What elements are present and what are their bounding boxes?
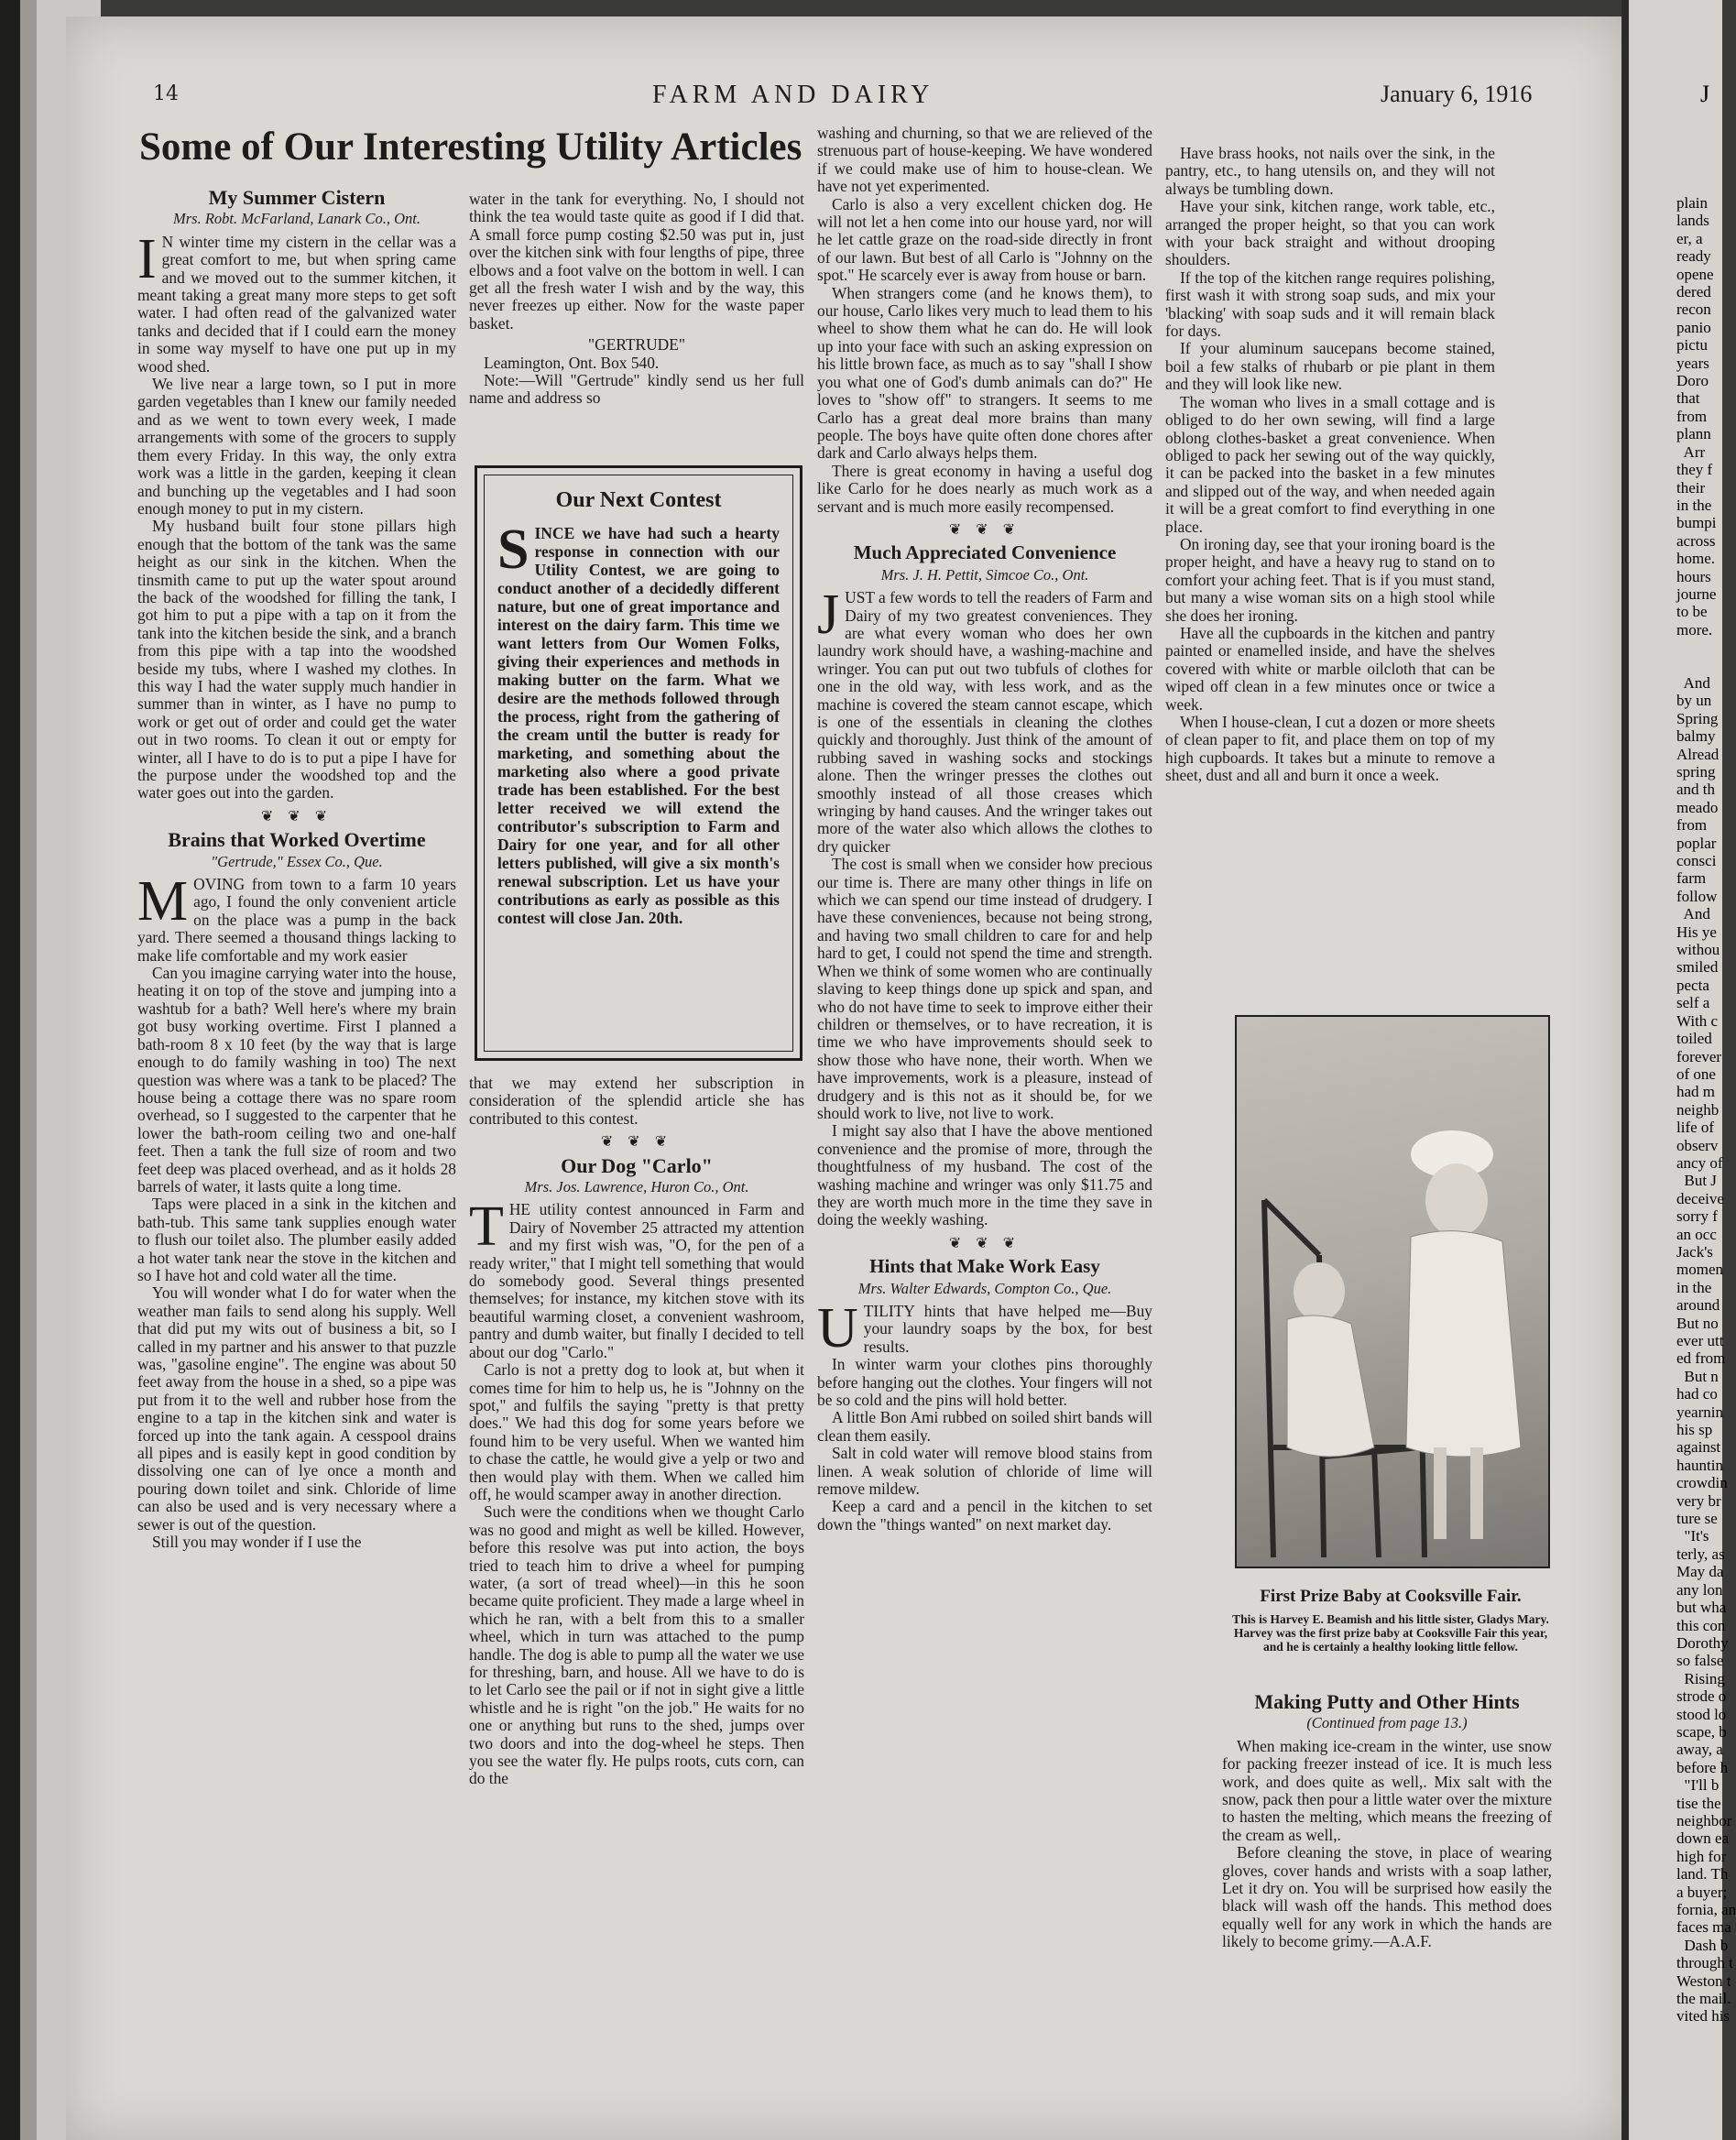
adjacent-page-line: ready — [1676, 247, 1711, 266]
paragraph: water in the tank for everything. No, I should not think the tea would taste quite as good if I did that. A small force pump costing $2.50 was put in, just over the kitchen sink with four lengths of pipe, three elbows and a foot valve on the bottom in well. I can get all the fresh water I wish and by the way, this never freezes up either. Now for the waste paper basket. — [469, 190, 804, 333]
adjacent-page-line: With c — [1676, 1011, 1719, 1030]
paragraph: A little Bon Ami rubbed on soiled shirt bands will clean them easily. — [817, 1408, 1152, 1445]
paragraph: Still you may wonder if I use the — [152, 1533, 362, 1552]
adjacent-page-line: self a — [1676, 994, 1710, 1012]
adjacent-page-line: and th — [1676, 781, 1716, 799]
adjacent-page-line: poplar — [1676, 834, 1717, 852]
column-3 — [817, 125, 1152, 2030]
adjacent-page-line: observ — [1676, 1136, 1719, 1154]
adjacent-page-line: down ea — [1676, 1829, 1730, 1848]
ornament: ❦ ❦ ❦ — [948, 521, 1021, 538]
adjacent-page-line: Dorothy — [1676, 1633, 1729, 1652]
dropcap-u: U — [817, 1297, 858, 1359]
adjacent-page-line: plann — [1676, 425, 1711, 443]
paragraph: Can you imagine carrying water into the house, heating it on top of the stove and jumping into a washtub for a bath? Well here's where my brain got busy working overtime. First I planned a bath-room 8 x 10 feet (by the way that is large enough to do family washing in too) The next question was where was a tank to be placed? The house being a cottage there was no spare room overhead, so I suggested to the carpenter that he lower the bath-room ceiling two and one-half feet. Then a tank the full size of room and two feet deep was placed overhead, and as it holds 28 barrels of water, it lasts quite a long time. — [137, 964, 456, 1196]
adjacent-page-line: plain — [1676, 194, 1708, 212]
paragraph: Before cleaning the stove, in place of wearing gloves, cover hands and wrists with a soap lather, Let it dry on. You will be surprised how easily the black will wash off the hands. This method does equally well for any work in which the hands are likely to become grimy.—A.A.F. — [1222, 1843, 1552, 1951]
paragraph: If the top of the kitchen range requires polishing, first wash it with strong soap suds, and mix your 'blacking' with soap suds and it will remain black for days. — [1165, 268, 1495, 341]
adjacent-page-line: Spring — [1676, 709, 1719, 727]
adjacent-page-line — [1676, 639, 1736, 656]
adjacent-page-line: bumpi — [1676, 514, 1717, 532]
paragraph: Carlo is not a pretty dog to look at, but when it comes time for him to help us, he is "Johnny on the spot," and fulfils the saying "pretty is that pretty does." We had this dog for some years before we found him to be very useful. When we wanted him to chase the cattle, he would give a yelp or two and then would play with them. When we called him off, he would scamper away in another direction. — [469, 1360, 804, 1503]
paragraph: On ironing day, see that your ironing board is the proper height, and have a heavy rug to stand on to comfort your aching feet. That is if you must stand, but many a wise woman sits on a high stool while she does her ironing. — [1165, 534, 1495, 625]
adjacent-page-line: But J — [1676, 1172, 1717, 1190]
article-title-putty: Making Putty and Other Hints — [1254, 1690, 1520, 1713]
adjacent-page-line: Arr — [1676, 442, 1706, 461]
adjacent-page-line: tise the — [1676, 1794, 1721, 1812]
paragraph: Salt in cold water will remove blood stains from linen. A weak solution of chloride of lime will remove mildew. — [817, 1444, 1152, 1499]
column-4 — [1165, 145, 1495, 1006]
adjacent-page-line: crowdin — [1676, 1474, 1728, 1492]
paragraph: The cost is small when we consider how precious our time is. There are many other things in life on which we can spend our time instead of drudgery. I have these conveniences, because not being strong, and having two small children to care for and help hard to get, I could not spend the time and strength. When we think of some women who are continually slaving to keep things done up spick and span, and who do not have time to seek to improve either their children or themselves, or to have recreation, it is time we who have improvements should seek to show those who have none, their worth. When we have improvements, work is a pleasure, instead of drudgery and is this not as it should be, for we should work to live, not live to work. — [817, 855, 1152, 1122]
ornament: ❦ ❦ ❦ — [948, 1235, 1021, 1251]
paper-name: FARM AND DAIRY — [652, 81, 934, 109]
newspaper-page — [66, 16, 1623, 2140]
column-4-lower — [1222, 1690, 1552, 2041]
adjacent-page-line: of one — [1676, 1065, 1716, 1083]
address: Leamington, Ont. Box 540. — [484, 353, 660, 372]
paragraph: Have your sink, kitchen range, work table, etc., arranged the proper height, so that you can work with your back straight and without drooping shoulders. — [1165, 197, 1495, 269]
signature: "GERTRUDE" — [588, 335, 685, 355]
paragraph: HE utility contest announced in Farm and Dairy of November 25 attracted my attention and my first wish was, "O, for the pen of a ready writer," that I might tell something that would do somebody good. Several things presented themselves; for instance, my kitchen stove with its beautiful warming closet, a convenient washroom, pantry and dumb waiter, but finally I decided to tell about our dog "Carlo." — [469, 1200, 804, 1361]
paragraph: Keep a card and a pencil in the kitchen to set down the "things wanted" on next market day. — [817, 1497, 1152, 1534]
adjacent-page-line: pecta — [1676, 976, 1709, 994]
adjacent-page-line: neighb — [1676, 1100, 1720, 1119]
adjacent-page-line: from — [1676, 816, 1708, 835]
contest-body: INCE we have had such a hearty response in connection with our Utility Contest, we are going to conduct another of a decidedly different nature, but one of great importance and interest on the dairy farm. This time we want letters from Our Women Folks, giving their experiences and methods in making butter on the farm. What we desire are the methods followed through the process, right from the gathering of the cream until the butter is ready for marketing, and something about the marketing also where a good private trade has been established. For the best letter received we will extend the contributor's subscription to Farm and Dairy for one year, and for all other letters published, will give a six month's renewal subscription. Let us have your contributions as early as possible as this contest will close Jan. 20th. — [497, 524, 780, 927]
paragraph: My husband built four stone pillars high enough that the bottom of the tank was the same height as our sink in the kitchen. When the tinsmith came to put up the water spout around the back of the woodshed for filling the tank, I got him to put a pipe with a tap on it from the tank into the kitchen beside the sink, and a branch from this pipe with a tap into the woodshed beside my tubs, where I washed my clothes. In this way I had the water supply much handier in summer than in winter, as I have no pump to work or get out of order and could get the water out in two rooms. To clean it out or empty for winter, all I have to do is to put a pipe I have for the purpose under the woodshed top and the water goes out into the garden. — [137, 517, 456, 802]
article-title-carlo: Our Dog "Carlo" — [561, 1153, 713, 1177]
page-number: 14 — [153, 82, 179, 105]
paragraph: When I house-clean, I cut a dozen or more sheets of clean paper to fit, and place them on top of my high cupboards. It takes but a minute to remove a sheet, dust and all and burn it once a week. — [1165, 713, 1495, 785]
adjacent-page-line: Rising — [1676, 1669, 1725, 1687]
adjacent-page-line: high for — [1676, 1847, 1727, 1865]
adjacent-page-line: deceive — [1676, 1189, 1724, 1207]
adjacent-page-line: recon — [1676, 300, 1711, 319]
adjacent-page-line: And — [1676, 673, 1710, 692]
paragraph: Such were the conditions when we thought Carlo was no good and might as well be killed. However, before this resolve was put into action, the boys tried to teach him to drive a wheel for pumping water, (a sort of tread wheel)—in this he soon became quite proficient. They made a large wheel in which he ran, with a belt from this to a smaller wheel, which in turn was attached to the pump handle. The dog is able to pump all the water we use for threshing, barn, and house. All we have to do is to let Carlo see the pail or if not in sight give a little whistle and he is right "on the job." He waits for no one or anything but runs to the shed, jumps over two doors and into the dog-wheel he steps. Then you see the water fly. He pulps roots, cuts corn, can do the — [469, 1502, 804, 1788]
paragraph: Carlo is also a very excellent chicken dog. He will not let a hen come into our house yard, nor will he let cattle graze on the road-side directly in front of our lawn. But best of all Carlo is "Johnny on the spot." He scarcely ever is away from house or barn. — [817, 194, 1152, 285]
byline-summer-cistern: Mrs. Robt. McFarland, Lanark Co., Ont. — [173, 210, 420, 228]
article-title-brains: Brains that Worked Overtime — [168, 828, 426, 852]
adjacent-page-line: balmy — [1676, 727, 1716, 746]
adjacent-page-line: an occ — [1676, 1225, 1717, 1243]
photo-illustration — [1237, 1017, 1548, 1567]
adjacent-page-line: lands — [1676, 212, 1709, 230]
adjacent-page-line: neighbor — [1676, 1811, 1732, 1829]
paragraph: You will wonder what I do for water when the weather man fails to send along his supply. Well that did put my wits out of business a bit, so I called in my partner and his answer to that puzzle was, "gasoline engine". The engine was about 50 feet away from the house in a shed, so a pipe was put from it to the well and rubber hose from the engine to a tap in the kitchen sink and water is forced up into the tank again. A cesspool drains all pipes and is easily kept in good condition by dissolving one can of lye once a month and pouring down toilet and sink. Chloride of lime can also be used and is very necessary where a sewer is out of the question. — [137, 1283, 456, 1534]
adjacent-page-line: before h — [1676, 1758, 1729, 1776]
adjacent-page-line: that — [1676, 389, 1700, 408]
adjacent-page-line: against — [1676, 1438, 1721, 1457]
paragraph: Have all the cupboards in the kitchen and pantry painted or enamelled inside, and have the shelves covered with white or marble oilcloth that can be wiped off clean in a few minutes once or twice a week. — [1165, 623, 1495, 714]
article-title-summer-cistern: My Summer Cistern — [208, 186, 386, 209]
byline-brains: "Gertrude," Essex Co., Que. — [211, 852, 383, 870]
adjacent-page-line: er, a — [1676, 229, 1703, 247]
paragraph: washing and churning, so that we are relieved of the strenuous part of house-keeping. We have wondered if we could make use of him to house-clean. We have not yet experimented. — [817, 124, 1152, 196]
adjacent-page-line: this con — [1676, 1616, 1726, 1634]
baby-head — [1294, 1262, 1345, 1321]
adjacent-page-line: smiled — [1676, 958, 1719, 977]
adjacent-page-text — [1676, 194, 1736, 2025]
paragraph: Taps were placed in a sink in the kitchen and bath-tub. This same tank supplies enough water to flush our toilet also. The plumber easily added a hot water tank near the stove in the kitchen and so I have hot and cold water all the time. — [137, 1195, 456, 1284]
paragraph: I might say also that I have the above mentioned convenience and the promise of more, through the thoughtfulness of my husband. The cost of the washing machine and wringer was only $11.75 and they are worth much more in the time they save in doing the weekly washing. — [817, 1121, 1152, 1229]
adjacent-page-line: very br — [1676, 1491, 1721, 1510]
ornament: ❦ ❦ ❦ — [260, 808, 333, 824]
byline-convenience: Mrs. J. H. Pettit, Simcoe Co., Ont. — [880, 565, 1089, 584]
dropcap-j: J — [817, 584, 840, 647]
adjacent-page-line: follow — [1676, 887, 1718, 905]
adjacent-page-line: Dash b — [1676, 1936, 1729, 1954]
column-1 — [137, 181, 456, 2023]
adjacent-page-line: forever — [1676, 1047, 1722, 1065]
photo-caption-body: This is Harvey E. Beamish and his little sister, Gladys Mary. Harvey was the first prize baby at Cooksville Fair this year, and he is certainly a healthy looking little fellow. — [1232, 1612, 1549, 1654]
adjacent-page-line: their — [1676, 478, 1706, 497]
paragraph: When strangers come (and he knows them), to our house, Carlo likes very much to lead them to his wheel to show them what he can do. He will look up into your face with such an asking expression on his little brown face, as much as to say "shall I show you what one of God's dumb animals can do?" He loves to "show off" to strangers. It seems to me Carlo has a great deal more brains than many people. The boys have quite often done chores after dark and Carlo always helps them. — [817, 283, 1152, 463]
adjacent-page-line: in the — [1676, 496, 1712, 514]
column-2-lower — [469, 1075, 804, 2027]
adjacent-page-line: vited his — [1676, 2007, 1731, 2025]
adjacent-page-line: But n — [1676, 1367, 1719, 1385]
paragraph: The woman who lives in a small cottage and is obliged to do her own sewing, will find a large oblong clothes-basket a great convenience. When obliged to pack her sewing out of the way quickly, it can be packed into the basket in a few minutes and slipped out of the way, and when needed again it will be a great comfort to find everything in one place. — [1165, 392, 1495, 536]
adjacent-page-line: His ye — [1676, 923, 1717, 941]
adjacent-page-line: his sp — [1676, 1421, 1713, 1439]
photo-caption-title: First Prize Baby at Cooksville Fair. — [1260, 1587, 1522, 1606]
paragraph: We live near a large town, so I put in more garden vegetables than I knew our family needed and as we went to town every week, I made arrangements with some of the grocers to supply them every Friday. In this way, the only extra work was a little in the garden, keeping it clean and bunching up the vegetables and I had soon enough money to put in my cistern. — [137, 375, 456, 518]
adjacent-page-line: panio — [1676, 318, 1711, 336]
adjacent-page-line: years — [1676, 354, 1709, 372]
adjacent-page-line: through t — [1676, 1954, 1733, 1972]
ornament: ❦ ❦ ❦ — [600, 1134, 673, 1151]
paragraph: If your aluminum saucepans become stained, boil a few stalks of rhubarb or pie plant in them and they will look like new. — [1165, 339, 1495, 394]
adjacent-page-line: faces ma — [1676, 1918, 1731, 1937]
note: Note:—Will "Gertrude" kindly send us her full name and address so — [469, 371, 804, 408]
paragraph: When making ice-cream in the winter, use snow for packing freezer instead of ice. It is much less work, and does quite as well,. Mix salt with the snow, pack then pour a little water over the mixture to hasten the melting, which means the freezing of the cream as well,. — [1222, 1736, 1552, 1844]
adjacent-page — [1629, 0, 1736, 2140]
adjacent-page-line: had co — [1676, 1385, 1718, 1403]
adjacent-page-line: a buyer; — [1676, 1883, 1728, 1901]
adjacent-page-line: around — [1676, 1296, 1720, 1315]
main-title: Some of Our Interesting Utility Articles — [139, 126, 802, 169]
continued-note: (Continued from page 13.) — [1306, 1714, 1468, 1732]
adjacent-page-line: hauntin — [1676, 1456, 1723, 1474]
contest-box — [475, 465, 802, 1061]
adjacent-page-line: by un — [1676, 692, 1712, 710]
adjacent-page-line: hours — [1676, 567, 1711, 585]
adjacent-page-line: ever utt — [1676, 1332, 1724, 1349]
adjacent-page-line: ture se — [1676, 1510, 1718, 1528]
adjacent-page-line: consci — [1676, 852, 1717, 870]
paragraph: UST a few words to tell the readers of Farm and Dairy of my two greatest conveniences. They are what every woman who does her own laundry work should have, a washing-machine and wringer. You can put out two tubfuls of clothes for one in the old way, with less work, and as the machine is covered the steam cannot escape, which is one of the essentials in cleaning the clothes quickly and thoroughly. Just think of the amount of rubbing saved in washing socks and stockings alone. Then the wringer presses the clothes out smoothly instead of all those creases which wringing by hand causes. And the wringer takes out more of the water also which allows the clothes to dry quicker — [817, 588, 1152, 856]
dropcap-t: T — [469, 1196, 504, 1259]
adjacent-page-line: land. Th — [1676, 1865, 1729, 1883]
adjacent-page-line: Jack's — [1676, 1242, 1713, 1261]
article-title-hints: Hints that Make Work Easy — [869, 1255, 1100, 1278]
adjacent-page-line: But no — [1676, 1314, 1719, 1332]
adjacent-page-line: they f — [1676, 461, 1713, 479]
adjacent-page-line: "I'll b — [1676, 1776, 1720, 1795]
girl-head — [1425, 1163, 1488, 1237]
byline-carlo: Mrs. Jos. Lawrence, Huron Co., Ont. — [524, 1178, 749, 1196]
adjacent-page-line: farm — [1676, 869, 1707, 888]
adjacent-page-line: more. — [1676, 620, 1713, 639]
adjacent-page-line: the mail. — [1676, 1990, 1731, 2008]
adjacent-page-line: home. — [1676, 550, 1716, 568]
byline-hints: Mrs. Walter Edwards, Compton Co., Que. — [857, 1279, 1112, 1297]
adjacent-page-line: stood lo — [1676, 1705, 1727, 1723]
paragraph: OVING from town to a farm 10 years ago, I found the only convenient article on the place was a pump in the back yard. There seemed a thousand things lacking to make life comfortable and my work easier — [137, 875, 456, 965]
paragraph: N winter time my cistern in the cellar was a great comfort to me, but when spring came and we moved out to the summer kitchen, it meant taking a great many more steps to get soft water. I had often read of the galvanized water tanks and decided that if I could earn the money in some way myself to have one put up in my wood shed. — [137, 232, 456, 376]
adjacent-page-line: journe — [1676, 584, 1717, 603]
paragraph: Have brass hooks, not nails over the sink, in the pantry, etc., to hang utensils on, and they will not always be tumbling down. — [1165, 144, 1495, 198]
adjacent-page-line: meado — [1676, 798, 1719, 816]
adjacent-page-line: Alread — [1676, 745, 1720, 763]
adjacent-page-line: ancy of — [1676, 1153, 1723, 1172]
adjacent-page-line: opene — [1676, 265, 1714, 283]
adjacent-page-line: May da — [1676, 1563, 1724, 1581]
paragraph: TILITY hints that have helped me—Buy your laundry soaps by the box, for best results. — [863, 1302, 1152, 1356]
adjacent-page-line: dered — [1676, 283, 1711, 301]
adjacent-page-line: pictu — [1676, 336, 1708, 355]
adjacent-page-line: scape, b — [1676, 1722, 1727, 1741]
adjacent-page-line: yearnin — [1676, 1403, 1723, 1421]
photo-prize-baby — [1235, 1015, 1550, 1568]
adjacent-page-line: to be — [1676, 603, 1708, 621]
paragraph: There is great economy in having a useful dog like Carlo for he does nearly as much work as a servant and is much more easily recompensed. — [817, 461, 1152, 516]
adjacent-page-line: in the — [1676, 1278, 1712, 1296]
adjacent-page-line: but wha — [1676, 1599, 1727, 1617]
adjacent-page-line: toiled — [1676, 1030, 1712, 1048]
adjacent-page-line: momen — [1676, 1261, 1723, 1279]
adjacent-page-line: across — [1676, 531, 1716, 550]
adjacent-page-line: withou — [1676, 941, 1720, 959]
dropcap-s: S — [497, 519, 530, 581]
adjacent-page-line: ed from — [1676, 1349, 1726, 1368]
adjacent-page-header: J — [1700, 81, 1710, 107]
dropcap-m: M — [137, 870, 189, 934]
adjacent-page-line: And — [1676, 905, 1710, 923]
adjacent-page-line: any lon — [1676, 1580, 1723, 1599]
contest-title: Our Next Contest — [555, 488, 722, 512]
issue-date: January 6, 1916 — [1381, 81, 1533, 107]
adjacent-page-line: so false — [1676, 1652, 1724, 1670]
adjacent-page-line: from — [1676, 407, 1708, 425]
adjacent-page-line: spring — [1676, 763, 1716, 781]
adjacent-page-line: strode o — [1676, 1687, 1727, 1706]
paragraph: In winter warm your clothes pins thoroughly before hanging out the clothes. Your fingers will not be so cold and the pins will hold better. — [817, 1355, 1152, 1410]
column-2 — [469, 191, 804, 461]
adjacent-page-line: away, a — [1676, 1741, 1723, 1759]
adjacent-page-line: sorry f — [1676, 1207, 1718, 1226]
paragraph: that we may extend her subscription in consideration of the splendid article she has contributed to this contest. — [469, 1074, 804, 1128]
article-title-convenience: Much Appreciated Convenience — [853, 541, 1117, 564]
adjacent-page-line: Doro — [1676, 372, 1709, 390]
adjacent-page-line: fornia, an — [1676, 1901, 1736, 1918]
adjacent-page-line: terly, as — [1676, 1545, 1725, 1563]
adjacent-page-line: Weston t — [1676, 1971, 1731, 1990]
dropcap-i: I — [137, 227, 157, 290]
adjacent-page-line — [1676, 657, 1736, 674]
adjacent-page-line: "It's — [1676, 1527, 1709, 1545]
adjacent-page-line: had m — [1676, 1083, 1716, 1101]
adjacent-page-line: life of — [1676, 1119, 1715, 1137]
